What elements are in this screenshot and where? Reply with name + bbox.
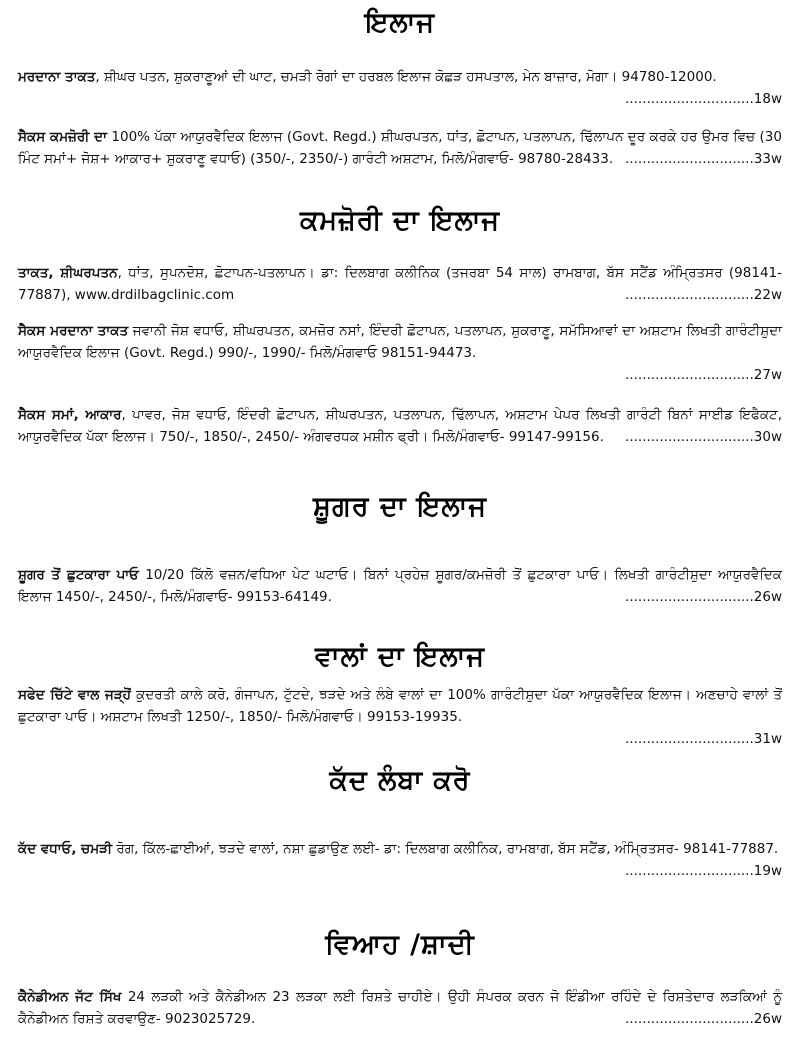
ad-body: , ਧਾਂਤ, ਸੁਪਨਦੋਸ਼, ਛੋਟਾਪਨ-ਪਤਲਾਪਨ। ਡਾ: ਦਿਲਬਾਗ ਕਲੀਨਿਕ (ਤਜਰਬਾ 54 ਸਾਲ) ਰਾਮਬਾਗ, ਬੱਸ ਸਟੈਂਡ ਅੰਮ੍ਰਿਤਸਰ (98141-77887), www.drdilbagclinic.com [18,265,782,303]
section-title-treatment: ਇਲਾਜ [364,7,436,38]
ad-code: ..............................30w [625,429,782,445]
ad-body: ਜਵਾਨੀ ਜੋਸ਼ ਵਧਾਓ, ਸ਼ੀਘਰਪਤਨ, ਕਮਜ਼ੋਰ ਨਸਾਂ, ਇੰਦਰੀ ਛੋਟਾਪਨ, ਪਤਲਾਪਨ, ਸ਼ੁਕਰਾਣੂ, ਸਮੱਸਿਆਵਾਂ ਦਾ ਅਸ਼ਟਾਮ ਲਿਖਤੀ ਗਾਰੰਟੀਸ਼ੁਦਾ ਆਯੁਰਵੈਦਿਕ ਇਲਾਜ (Govt. Regd.) 990/-, 1990/- ਮਿਲੋ/ਮੰਗਵਾਓ 98151-94473. [18,323,782,361]
section-title-weakness: ਕਮਜ਼ੋਰੀ ਦਾ ਇਲਾਜ [299,205,501,236]
section-title-sugar: ਸ਼ੂਗਰ ਦਾ ਇਲਾਜ [313,491,487,522]
classified-ad [18,262,782,306]
ad-lead: ਤਾਕਤ, ਸ਼ੀਘਰਪਤਨ [18,265,118,281]
ad-body: ਰੋਗ, ਕਿੱਲ-ਛਾਈਆਂ, ਝੜਦੇ ਵਾਲਾਂ, ਨਸ਼ਾ ਛੁਡਾਉਣ ਲਈ- ਡਾ: ਦਿਲਬਾਗ ਕਲੀਨਿਕ, ਰਾਮਬਾਗ, ਬੱਸ ਸਟੈਂਡ, ਅੰਮ੍ਰਿਤਸਰ- 98141-77887. [112,841,779,857]
ad-code: ..............................22w [625,287,782,303]
ad-body: , ਪਾਵਰ, ਜੋਸ਼ ਵਧਾਓ, ਇੰਦਰੀ ਛੋਟਾਪਨ, ਸ਼ੀਘਰਪਤਨ, ਪਤਲਾਪਨ, ਢਿੱਲਾਪਨ, ਅਸ਼ਟਾਮ ਪੇਪਰ ਲਿਖਤੀ ਗਾਰੰਟੀ ਬਿਨਾਂ ਸਾਈਡ ਇਫੈਕਟ, ਆਯੁਰਵੈਦਿਕ ਪੱਕਾ ਇਲਾਜ। 750/-, 1850/-, 2450/- ਅੰਗਵਰਧਕ ਮਸ਼ੀਨ ਫ੍ਰੀ। ਮਿਲੋ/ਮੰਗਵਾਓ- 99147-99156. [18,407,782,445]
ad-code: ..............................26w [625,589,782,605]
ad-lead: ਸੈਕਸ ਕਮਜ਼ੋਰੀ ਦਾ [18,129,107,145]
ad-code: ..............................27w [625,367,782,383]
section-title-marriage: ਵਿਆਹ /ਸ਼ਾਦੀ [325,929,475,960]
ad-code: ..............................19w [625,863,782,879]
ad-lead: ਸ਼ੂਗਰ ਤੋਂ ਛੁਟਕਾਰਾ ਪਾਓ [18,567,139,583]
classified-ad [18,66,782,110]
section-title-height: ਕੱਦ ਲੰਬਾ ਕਰੋ [329,765,471,796]
ad-body: ਕੁਦਰਤੀ ਕਾਲੇ ਕਰੋ, ਗੰਜਾਪਨ, ਟੁੱਟਦੇ, ਝੜਦੇ ਅਤੇ ਲੰਬੇ ਵਾਲਾਂ ਦਾ 100% ਗਾਰੰਟੀਸ਼ੁਦਾ ਪੱਕਾ ਆਯੁਰਵੈਦਿਕ ਇਲਾਜ। ਅਣਚਾਹੇ ਵਾਲਾਂ ਤੋਂ ਛੁਟਕਾਰਾ ਪਾਓ। ਅਸ਼ਟਾਮ ਲਿਖਤੀ 1250/-, 1850/- ਮਿਲੋ/ਮੰਗਵਾਓ। 99153-19935. [18,687,782,725]
ad-body: , ਸ਼ੀਘਰ ਪਤਨ, ਸ਼ੁਕਰਾਣੂਆਂ ਦੀ ਘਾਟ, ਚਮੜੀ ਰੋਗਾਂ ਦਾ ਹਰਬਲ ਇਲਾਜ ਕੋਛੜ ਹਸਪਤਾਲ, ਮੇਨ ਬਾਜ਼ਾਰ, ਮੋਗਾ। 94780-12000. [95,69,717,85]
ad-body: 100% ਪੱਕਾ ਆਯੁਰਵੈਦਿਕ ਇਲਾਜ (Govt. Regd.) ਸ਼ੀਘਰਪਤਨ, ਧਾਂਤ, ਛੋਟਾਪਨ, ਪਤਲਾਪਨ, ਢਿੱਲਾਪਨ ਦੂਰ ਕਰਕੇ ਹਰ ਉਮਰ ਵਿਚ (30 ਮਿੰਟ ਸਮਾਂ+ ਜੋਸ਼+ ਆਕਾਰ+ ਸ਼ੁਕਰਾਣੂ ਵਧਾਓ) (350/-, 2350/-) ਗਾਰੰਟੀ ਅਸ਼ਟਾਮ, ਮਿਲੋ/ਮੰਗਵਾਓ- 98780-28433. [18,129,782,167]
ad-body: 24 ਲੜਕੀ ਅਤੇ ਕੈਨੇਡੀਅਨ 23 ਲੜਕਾ ਲਈ ਰਿਸ਼ਤੇ ਚਾਹੀਏ। ਉਹੀ ਸੰਪਰਕ ਕਰਨ ਜੋ ਇੰਡੀਆ ਰਹਿੰਦੇ ਦੇ ਰਿਸ਼ਤੇਦਾਰ ਲੜਕਿਆਂ ਨੂੰ ਕੈਨੇਡੀਅਨ ਰਿਸ਼ਤੇ ਕਰਵਾਉਣ- 9023025729. [18,989,783,1027]
classified-ad [18,986,782,1030]
ad-lead: ਮਰਦਾਨਾ ਤਾਕਤ [18,69,96,85]
ad-code: ..............................31w [625,731,782,747]
ad-code: ..............................26w [625,1011,782,1027]
classified-ad [18,564,782,608]
classified-ad [18,838,782,882]
ad-lead: ਸੈਕਸ ਮਰਦਾਨਾ ਤਾਕਤ [18,323,129,339]
ad-lead: ਸਫੇਦ ਚਿੱਟੇ ਵਾਲ ਜੜ੍ਹੋਂ [18,687,131,703]
ad-lead: ਕੈਨੇਡੀਅਨ ਜੱਟ ਸਿੱਖ [18,989,122,1005]
ad-lead: ਕੱਦ ਵਧਾਓ, ਚਮੜੀ [18,841,113,857]
ad-code: ..............................33w [625,151,782,167]
classified-ad [18,320,782,386]
classified-ad [18,126,782,170]
classified-ad [18,684,782,750]
ad-body: 10/20 ਕਿੱਲੋ ਵਜ਼ਨ/ਵਧਿਆ ਪੇਟ ਘਟਾਓ। ਬਿਨਾਂ ਪ੍ਰਹੇਜ਼ ਸ਼ੂਗਰ/ਕਮਜ਼ੋਰੀ ਤੋਂ ਛੁਟਕਾਰਾ ਪਾਓ। ਲਿਖਤੀ ਗਾਰੰਟੀਸ਼ੁਦਾ ਆਯੁਰਵੈਦਿਕ ਇਲਾਜ 1450/-, 2450/-, ਮਿਲੋ/ਮੰਗਵਾਓ- 99153-64149. [18,567,782,605]
ad-code: ..............................18w [625,91,782,107]
ad-lead: ਸੈਕਸ ਸਮਾਂ, ਆਕਾਰ [18,407,122,423]
classified-ad [18,404,782,448]
section-title-hair: ਵਾਲਾਂ ਦਾ ਇਲਾਜ [315,641,485,672]
